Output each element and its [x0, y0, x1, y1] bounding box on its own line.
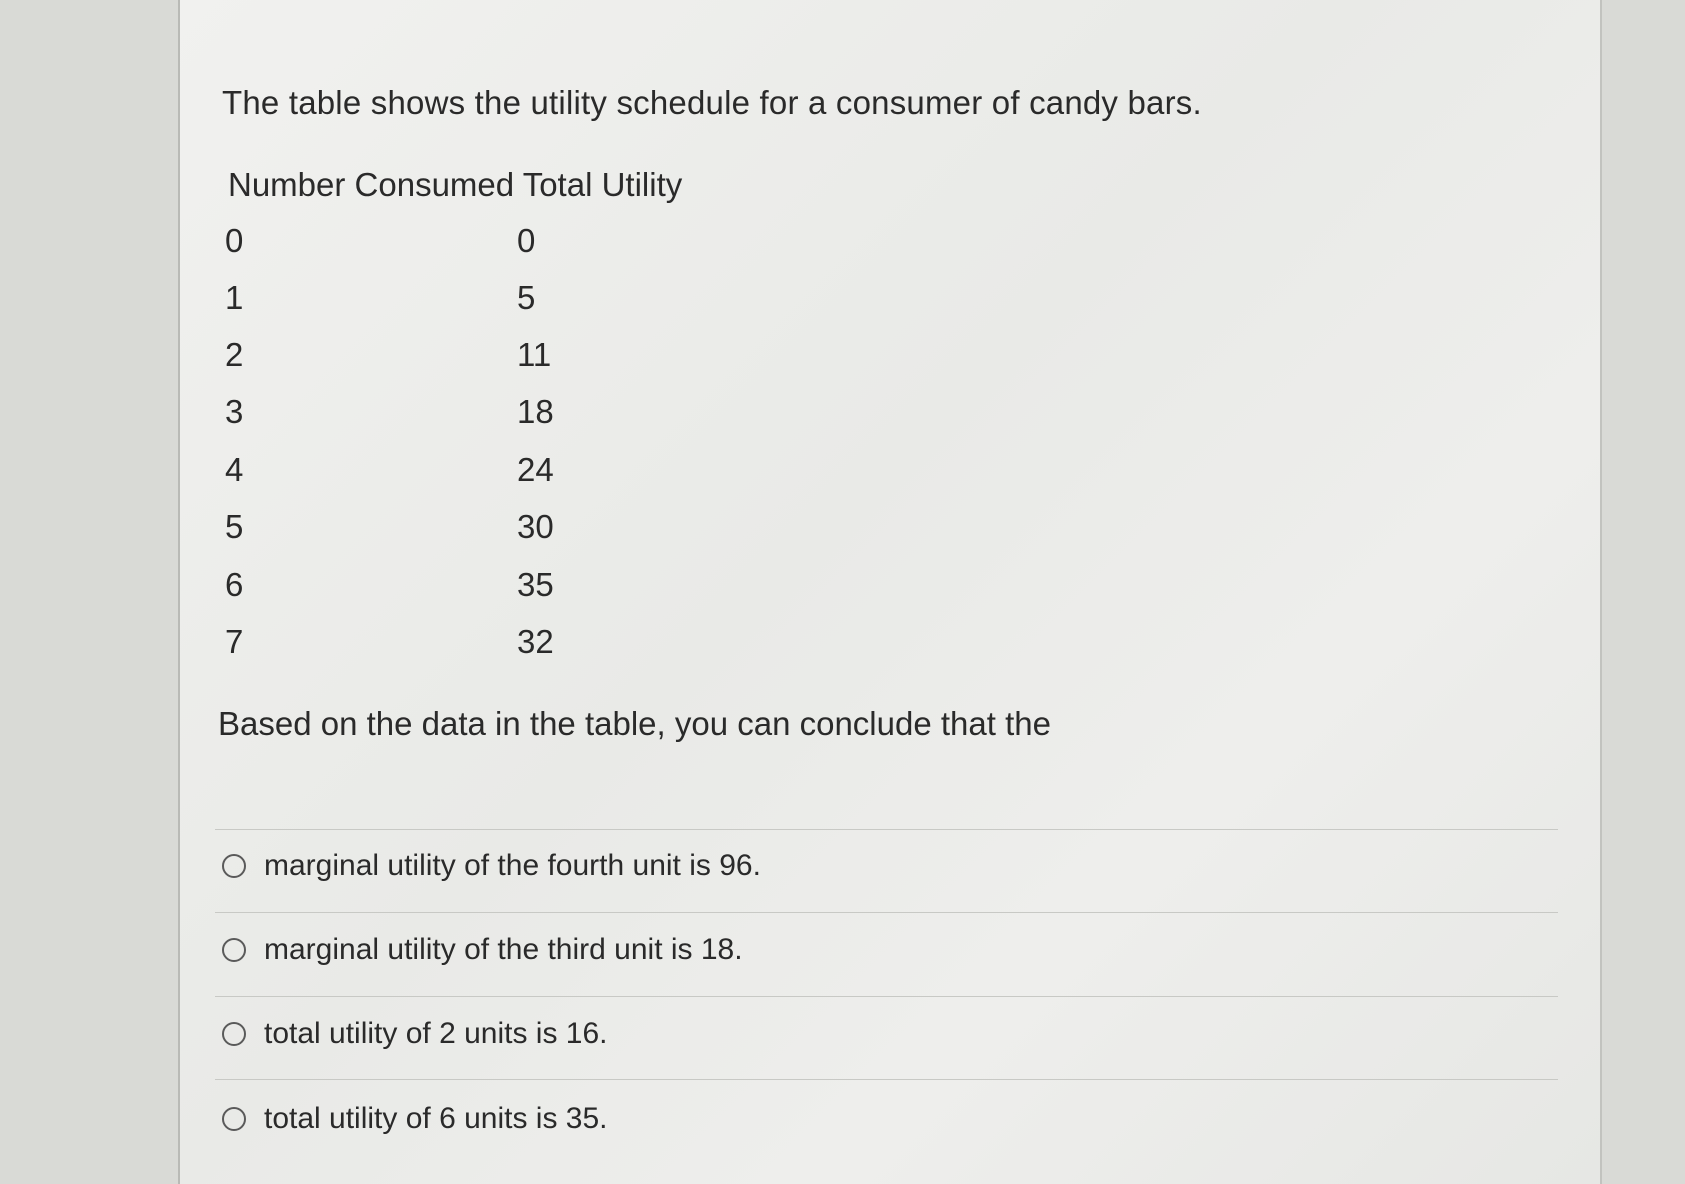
number-consumed-cell: 0 — [225, 222, 244, 259]
number-consumed-cell: 2 — [225, 336, 244, 373]
answer-option-label: total utility of 2 units is 16. — [264, 1017, 608, 1050]
total-utility-cell: 24 — [517, 451, 554, 488]
option-divider — [215, 829, 1558, 830]
option-divider — [215, 996, 1558, 997]
total-utility-cell: 18 — [517, 393, 554, 430]
radio-button-icon[interactable] — [222, 1107, 246, 1131]
table-row — [0, 623, 1685, 673]
option-divider — [215, 1079, 1558, 1080]
total-utility-cell: 5 — [517, 279, 536, 316]
total-utility-cell: 30 — [517, 508, 554, 545]
table-row — [0, 393, 1685, 443]
table-row — [0, 566, 1685, 616]
number-consumed-cell: 5 — [225, 508, 244, 545]
total-utility-cell: 32 — [517, 623, 554, 660]
option-divider — [215, 912, 1558, 913]
answer-option-label: marginal utility of the fourth unit is 96. — [264, 849, 761, 882]
table-row — [0, 451, 1685, 501]
table-row — [0, 222, 1685, 272]
number-consumed-cell: 6 — [225, 566, 244, 603]
answer-option-1[interactable] — [222, 843, 761, 889]
question-text: The table shows the utility schedule for a consumer of candy bars. — [222, 84, 1202, 121]
answer-option-label: marginal utility of the third unit is 18. — [264, 933, 743, 966]
number-consumed-cell: 3 — [225, 393, 244, 430]
answer-option-label: total utility of 6 units is 35. — [264, 1102, 608, 1135]
total-utility-cell: 35 — [517, 566, 554, 603]
table-row — [0, 279, 1685, 329]
table-row — [0, 336, 1685, 386]
radio-button-icon[interactable] — [222, 854, 246, 878]
table-row — [0, 508, 1685, 558]
total-utility-cell: 0 — [517, 222, 536, 259]
answer-option-3[interactable] — [222, 1011, 608, 1057]
answer-option-2[interactable] — [222, 927, 743, 973]
radio-button-icon[interactable] — [222, 938, 246, 962]
number-consumed-cell: 7 — [225, 623, 244, 660]
prompt-text: Based on the data in the table, you can conclude that the — [218, 705, 1051, 742]
total-utility-cell: 11 — [517, 336, 552, 373]
radio-button-icon[interactable] — [222, 1022, 246, 1046]
answer-option-4[interactable] — [222, 1096, 608, 1142]
number-consumed-cell: 4 — [225, 451, 244, 488]
number-consumed-cell: 1 — [225, 279, 244, 316]
table-header: Number Consumed Total Utility — [228, 166, 683, 203]
